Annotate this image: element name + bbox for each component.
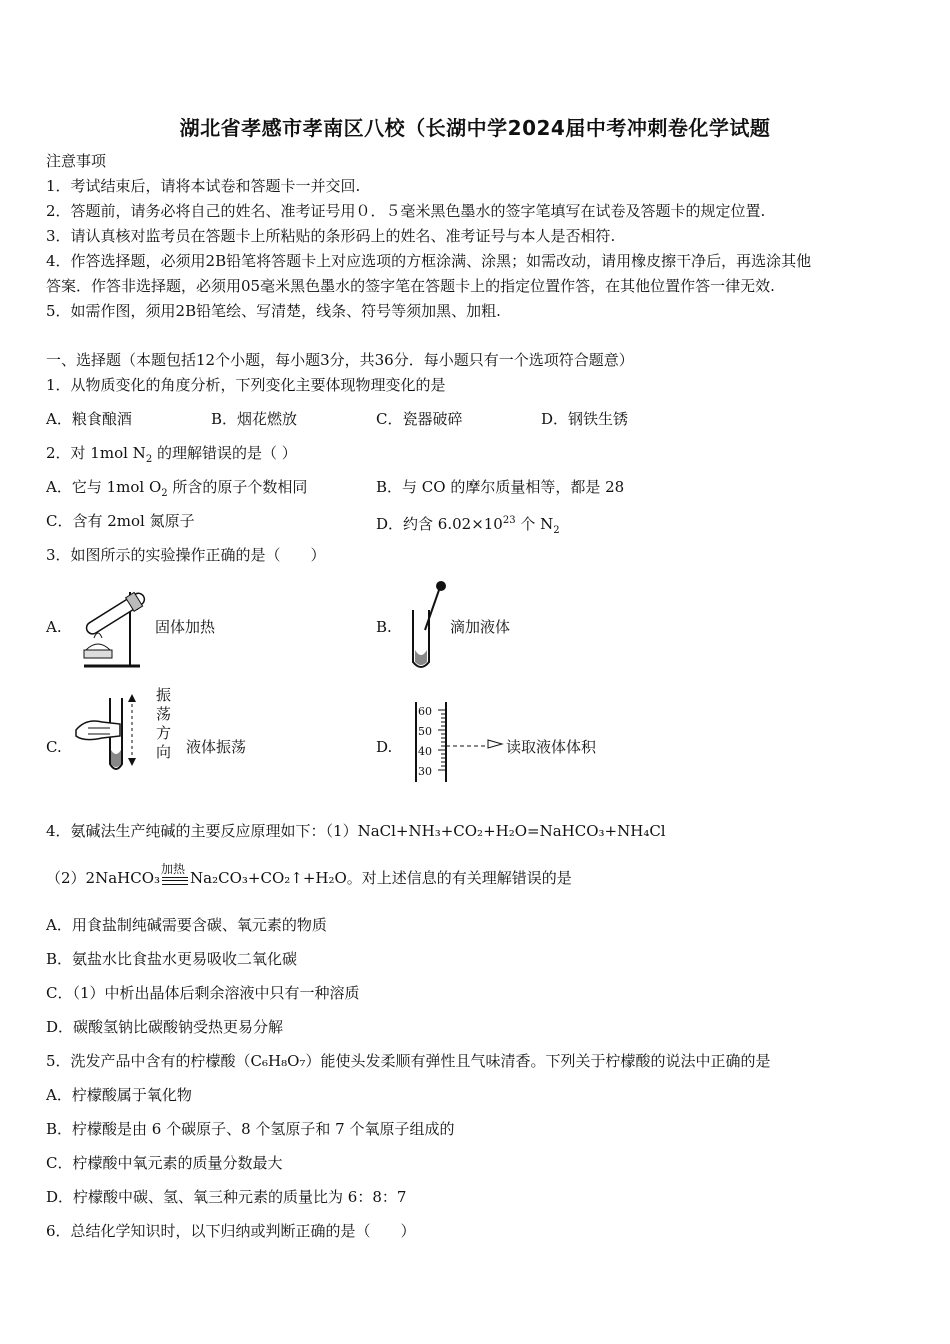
question-1-stem: 1．从物质变化的角度分析，下列变化主要体现物理变化的是 <box>46 376 446 394</box>
q1-option-a: A．粮食酿酒 <box>46 410 132 428</box>
shaking-figure <box>72 688 138 778</box>
q2-d-mid: 个 N <box>515 515 554 533</box>
notice-item: 1．考试结束后，请将本试卷和答题卡一并交回. <box>46 177 361 195</box>
scale-tick-label: 30 <box>418 765 432 778</box>
equals-sign <box>162 877 188 885</box>
page-title: 湖北省孝感市孝南区八校（长湖中学2024届中考冲刺卷化学试题 <box>179 116 771 140</box>
scale-tick-label: 40 <box>418 745 432 758</box>
q3-option-a-letter: A. <box>46 618 62 636</box>
q3-option-c-letter: C. <box>46 738 62 756</box>
q2-d-sub: 2 <box>553 525 560 536</box>
question-6-stem: 6．总结化学知识时，以下归纳或判断正确的是（ ） <box>46 1222 416 1240</box>
shaking-direction-label <box>156 686 176 762</box>
shaking-char: 振 <box>156 686 172 704</box>
eq2-post: Na₂CO₃+CO₂↑+H₂O。对上述信息的有关理解错误的是 <box>190 869 572 887</box>
q4-option-b: B．氨盐水比食盐水更易吸收二氧化碳 <box>46 950 298 968</box>
notice-item: 3．请认真核对监考员在答题卡上所粘贴的条形码上的姓名、准考证号与本人是否相符. <box>46 227 616 245</box>
q2-option-a <box>46 477 307 504</box>
question-3-stem: 3．如图所示的实验操作正确的是（ ） <box>46 546 326 564</box>
solid-heating-figure <box>70 582 152 670</box>
q5-option-c: C．柠檬酸中氧元素的质量分数最大 <box>46 1154 283 1172</box>
q2-a-sub: 2 <box>161 488 168 499</box>
notice-item: 答案．作答非选择题，必须用05毫米黑色墨水的签字笔在答题卡上的指定位置作答，在其他位置作答一律无效. <box>46 277 775 295</box>
notice-item: 2．答题前，请务必将自己的姓名、准考证号用０．５毫米黑色墨水的签字笔填写在试卷及答题卡的规定位置. <box>46 202 766 220</box>
q4-option-d: D．碳酸氢钠比碳酸钠受热更易分解 <box>46 1018 284 1036</box>
q1-option-b: B．烟花燃放 <box>211 410 298 428</box>
q3-option-b-letter: B. <box>376 618 392 636</box>
q2-option-d <box>376 511 560 541</box>
section-heading: 一、选择题（本题包括12个小题，每小题3分，共36分．每小题只有一个选项符合题意） <box>46 351 634 369</box>
q2-stem-post: 的理解错误的是（ ） <box>152 444 297 462</box>
q5-option-a: A．柠檬酸属于氧化物 <box>46 1086 192 1104</box>
notice-item: 5．如需作图，须用2B铅笔绘、写清楚，线条、符号等须加黑、加粗. <box>46 302 501 320</box>
q4-option-a: A．用食盐制纯碱需要含碳、氧元素的物质 <box>46 916 327 934</box>
q4-option-c: C．（1）中析出晶体后剩余溶液中只有一种溶质 <box>46 984 360 1002</box>
shaking-char: 荡 <box>156 705 172 723</box>
q2-stem-pre: 2．对 1mol N <box>46 444 146 462</box>
q3-option-d-label: 读取液体体积 <box>506 738 597 756</box>
q5-option-b: B．柠檬酸是由 6 个碳原子、8 个氢原子和 7 个氧原子组成的 <box>46 1120 455 1138</box>
cylinder-scale <box>418 702 432 782</box>
question-2-stem <box>46 443 297 470</box>
scale-tick-label: 50 <box>418 725 432 738</box>
question-5-stem: 5．洗发产品中含有的柠檬酸（C₆H₈O₇）能使头发柔顺有弹性且气味清香。下列关于柠檬酸的说法中正确的是 <box>46 1052 771 1070</box>
q2-d-pre: D．约含 6.02×10 <box>376 515 503 533</box>
scale-tick-label: 60 <box>418 705 432 718</box>
q2-a-pre: A．它与 1mol O <box>46 478 162 496</box>
q2-stem-sub: 2 <box>145 454 153 465</box>
notice-item: 4．作答选择题，必须用2B铅笔将答题卡上对应选项的方框涂满、涂黑；如需改动，请用橡皮擦干净后，再选涂其他 <box>46 252 812 270</box>
q3-option-c-label: 液体振荡 <box>186 738 247 756</box>
q2-option-b: B．与 CO 的摩尔质量相等，都是 28 <box>376 478 625 496</box>
question-4-equation-2 <box>46 862 572 889</box>
shaking-char: 向 <box>156 743 172 761</box>
q3-option-a-label: 固体加热 <box>155 618 216 636</box>
shaking-char: 方 <box>156 724 172 742</box>
heating-condition <box>160 862 190 889</box>
q1-option-d: D．钢铁生锈 <box>541 410 629 428</box>
eq2-condition: 加热 <box>161 862 186 876</box>
q3-option-d-letter: D. <box>376 738 393 756</box>
q1-option-c: C．瓷器破碎 <box>376 410 463 428</box>
q2-d-sup: 23 <box>502 515 516 526</box>
q2-a-post: 所含的原子个数相同 <box>167 478 308 496</box>
q5-option-d: D．柠檬酸中碳、氢、氧三种元素的质量比为 6：8：7 <box>46 1188 407 1206</box>
eq2-pre: （2）2NaHCO₃ <box>46 869 161 887</box>
notice-heading: 注意事项 <box>46 152 107 170</box>
q2-option-c: C．含有 2mol 氮原子 <box>46 512 195 530</box>
dropper-figure <box>405 580 447 672</box>
q3-option-b-label: 滴加液体 <box>450 618 511 636</box>
question-4-stem: 4．氨碱法生产纯碱的主要反应原理如下：（1）NaCl+NH₃+CO₂+H₂O=NaHCO₃+NH₄Cl <box>46 822 666 840</box>
